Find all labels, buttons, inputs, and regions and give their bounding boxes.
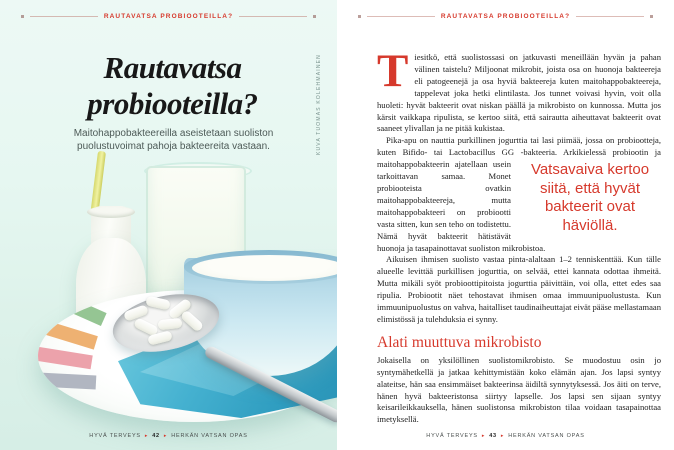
paragraph-2-rest: probiootin ja maitohappobakteerin ajatellaan usein tarkoittavan samaa. Monet probiooteista ovatkin maitohappobakteereja, mutta maitohappobakteeri on probiootti vasta sitten, kun sen teho on todistettu. Nämä hyvät bakteerit hätistävät huonoja ja tasapainottavat suoliston mikrobistoa. <box>377 147 661 253</box>
plate-stripe-orange <box>42 320 98 349</box>
right-page-header <box>358 13 653 20</box>
article-body-column <box>377 45 661 426</box>
header-rule <box>239 16 307 17</box>
header-dot-icon <box>650 15 653 18</box>
right-page <box>337 0 674 450</box>
footer-section: HERKÄN VATSAN OPAS <box>508 433 585 439</box>
header-rule <box>576 16 644 17</box>
title-line-1: Rautavatsa <box>103 50 242 85</box>
footer-separator-icon: ▸ <box>163 433 168 439</box>
plate-stripe-gray <box>38 372 96 389</box>
header-dot-icon <box>358 15 361 18</box>
header-rule <box>30 16 98 17</box>
pull-quote: Vatsavaiva kertoo siitä, että hyvät bakteerit ovat häviöllä. <box>530 161 650 234</box>
photo-credit: KUVA TUOMAS KOLEHMAINEN <box>316 54 322 156</box>
capsule <box>145 296 171 311</box>
section-heading: Alati muuttuva mikrobisto <box>377 333 542 351</box>
footer-section: HERKÄN VATSAN OPAS <box>171 433 248 439</box>
yogurt-surface <box>192 255 337 281</box>
footer-page-number: 43 <box>489 433 497 439</box>
paragraph-4: Jokaisella on yksilöllinen suolistomikrobisto. Se muodostuu osin jo syntymähetkellä ja jatkaa kehittymistään koko elämän ajan. Jos lapsi syntyy alateitse, hän saa ensimmäiset bakteerinsa äidiltä synnytyksessä. Jos äiti on terve, hänen hyvä bakteeristonsa siirtyy lapselle. Jos lapsi sen sijaan syntyy keisarileikkauksella, hänen suolistonsa mikrobiston tilaa voidaan tasapainottaa imetyksellä. <box>377 354 661 425</box>
right-page-footer <box>337 433 674 439</box>
header-rule <box>367 16 435 17</box>
header-dot-icon <box>313 15 316 18</box>
footer-brand: HYVÄ TERVEYS <box>89 433 141 439</box>
paragraph-2-start: Pika-apu on nauttia purkillinen jogurttia tai lasi piimää, jossa on probiootteja, kuten Bifido- tai Lactobacillus GG -bakteeria. Arkikielessä <box>377 135 661 158</box>
probiotic-capsules <box>118 292 222 350</box>
article-title <box>22 50 323 122</box>
right-header-label: RAUTAVATSA PROBIOOTEILLA? <box>440 13 571 20</box>
left-page-footer <box>0 433 337 439</box>
article-subtitle: Maitohappobakteereilla aseistetaan suoliston puolustuvoimat pahoja bakteereita vastaan. <box>73 128 274 152</box>
header-dot-icon <box>21 15 24 18</box>
footer-separator-icon: ▸ <box>481 433 486 439</box>
footer-page-number: 42 <box>152 433 160 439</box>
capsule <box>158 318 183 330</box>
paragraph-3: Aikuisen ihmisen suolisto vastaa pinta-alaltaan 1–2 tenniskenttää. Kun tälle alueelle levittää purkillisen jogurttia, on selvää, ettei kannata odottaa ihmeitä. Mutta mikäli syöt probioottipitoista jogurttia päivittäin, voi olla, ettet edes saa ripulia. Probiootit näet tehostavat ihmisen omaa immuunipuolustusta. Kun immuunipuolustus on vahva, haitalliset taudinaiheuttajat eivät pääse mellastamaan elimistössä ja tulehduksia ei synny. <box>377 254 661 324</box>
title-line-2: probiooteilla? <box>87 86 258 121</box>
left-page-header <box>21 13 316 20</box>
paragraph-1 <box>377 45 661 135</box>
capsule <box>180 309 205 332</box>
drop-cap: T <box>377 45 409 97</box>
paragraph-2 <box>377 135 661 254</box>
left-header-label: RAUTAVATSA PROBIOOTEILLA? <box>103 13 234 20</box>
footer-separator-icon: ▸ <box>144 433 149 439</box>
plate-stripe-pink <box>38 347 93 370</box>
footer-separator-icon: ▸ <box>500 433 505 439</box>
footer-brand: HYVÄ TERVEYS <box>426 433 478 439</box>
paragraph-1-text: iesitkö, että suolistossasi on jatkuvasti meneillään hyvän ja pahan välinen taistelu? Miljoonat mikrobit, joista osa on huonoja bakteereja eli patogeenejä ja osa hyviä bakteereja kuten maitohappobakteereja, tappelevat joka hetki elintilasta. Jos tunnet voivasi hyvin, voit olla huoleti: hyvät bakteerit ovat niskan päällä ja mikrobisto on kunnossa. Mutta jos kärsit vaikkapa ripulista, se kertoo siitä, että sairautta aiheuttavat bakteerit ovat saaneet ylivallan ja ne pitää kukistaa. <box>377 52 661 134</box>
milk-bottle-lip <box>87 206 135 218</box>
